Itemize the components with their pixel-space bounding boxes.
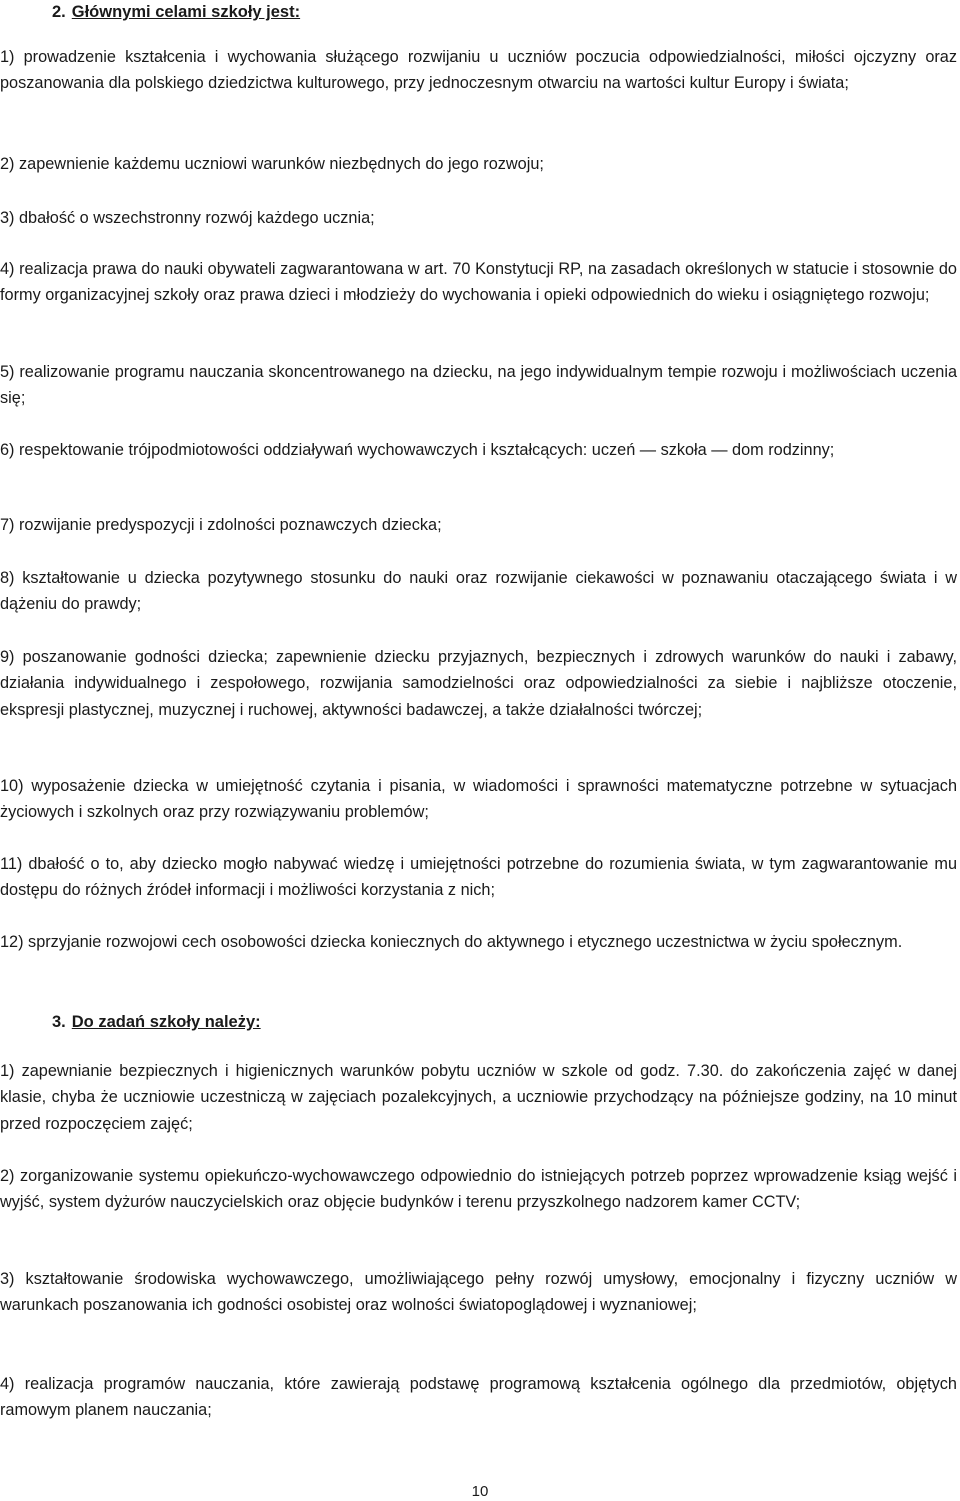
- section-3-item-4: 4) realizacja programów nauczania, które zawierają podstawę programową kształcenia ogólnego dla przedmiotów, objętych ramowym planem nauczania;: [0, 1375, 957, 1420]
- section-2-item-8: 8) kształtowanie u dziecka pozytywnego stosunku do nauki oraz rozwijanie ciekawości w poznawaniu otaczającego świata i w dążeniu do prawdy;: [0, 569, 957, 614]
- section-2-item-12: 12) sprzyjanie rozwojowi cech osobowości dziecka koniecznych do aktywnego i etycznego uczestnictwa w życiu społecznym.: [0, 933, 903, 951]
- section-3-item-2: 2) zorganizowanie systemu opiekuńczo-wychowawczego odpowiednio do istniejących potrzeb poprzez wprowadzenie ksiąg wejść i wyjść, system dyżurów nauczycielskich oraz objęcie budynków i terenu przyszkolnego nadzorem kamer CCTV;: [0, 1167, 957, 1212]
- section-2-item-1: 1) prowadzenie kształcenia i wychowania służącego rozwijaniu u uczniów poczucia odpowiedzialności, miłości ojczyzny oraz poszanowania dla polskiego dziedzictwa kulturowego, przy jednoczesnym otwarciu na wartości kultur Europy i świata;: [0, 48, 957, 93]
- section-2-number: 2.: [52, 3, 66, 21]
- section-2-item-7: 7) rozwijanie predyspozycji i zdolności poznawczych dziecka;: [0, 516, 442, 534]
- section-3-item-1: 1) zapewnianie bezpiecznych i higienicznych warunków pobytu uczniów w szkole od godz. 7.30. do zakończenia zajęć w danej klasie, chyba że uczniowie uczestniczą w zajęciach pozalekcyjnych, a uczniowie przychodzący na późniejsze godziny, na 10 minut przed rozpoczęciem zajęć;: [0, 1062, 957, 1133]
- section-3-number: 3.: [52, 1013, 66, 1031]
- section-2-item-3: 3) dbałość o wszechstronny rozwój każdego ucznia;: [0, 209, 375, 227]
- section-3-item-3: 3) kształtowanie środowiska wychowawczego, umożliwiającego pełny rozwój umysłowy, emocjonalny i fizyczny uczniów w warunkach poszanowania ich godności osobistej oraz wolności światopoglądowej i wyznaniowej;: [0, 1270, 957, 1315]
- section-3-title: Do zadań szkoły należy:: [71, 1013, 261, 1031]
- section-2-item-6: 6) respektowanie trójpodmiotowości oddziaływań wychowawczych i kształcących: uczeń — szkoła — dom rodzinny;: [0, 441, 835, 459]
- page-number: 10: [471, 1483, 489, 1500]
- section-2-item-9: 9) poszanowanie godności dziecka; zapewnienie dziecku przyjaznych, bezpiecznych i zdrowych warunków do nauki i zabawy, działania indywidualnego i zespołowego, rozwijania samodzielności oraz odpowiedzialności za siebie i najbliższe otoczenie, ekspresji plastycznej, muzycznej i ruchowej, aktywności badawczej, a także działalności twórczej;: [0, 648, 957, 719]
- section-2-heading: [52, 2, 300, 22]
- section-2-item-5: 5) realizowanie programu nauczania skoncentrowanego na dziecku, na jego indywidualnym tempie rozwoju i możliwościach uczenia się;: [0, 363, 957, 408]
- section-2-title: Głównymi celami szkoły jest:: [71, 3, 301, 21]
- section-3-heading: [52, 1012, 261, 1032]
- section-2-item-10: 10) wyposażenie dziecka w umiejętność czytania i pisania, w wiadomości i sprawności matematyczne potrzebne w sytuacjach życiowych i szkolnych oraz przy rozwiązywaniu problemów;: [0, 777, 957, 822]
- section-2-item-11: 11) dbałość o to, aby dziecko mogło nabywać wiedzę i umiejętności potrzebne do rozumienia świata, w tym zagwarantowanie mu dostępu do różnych źródeł informacji i możliwości korzystania z nich;: [0, 855, 957, 900]
- section-2-item-4: 4) realizacja prawa do nauki obywateli zagwarantowana w art. 70 Konstytucji RP, na zasadach określonych w statucie i stosownie do formy organizacyjnej szkoły oraz prawa dzieci i młodzieży do wychowania i opieki odpowiednich do wieku i osiągniętego rozwoju;: [0, 260, 957, 305]
- section-2-item-2: 2) zapewnienie każdemu uczniowi warunków niezbędnych do jego rozwoju;: [0, 155, 544, 173]
